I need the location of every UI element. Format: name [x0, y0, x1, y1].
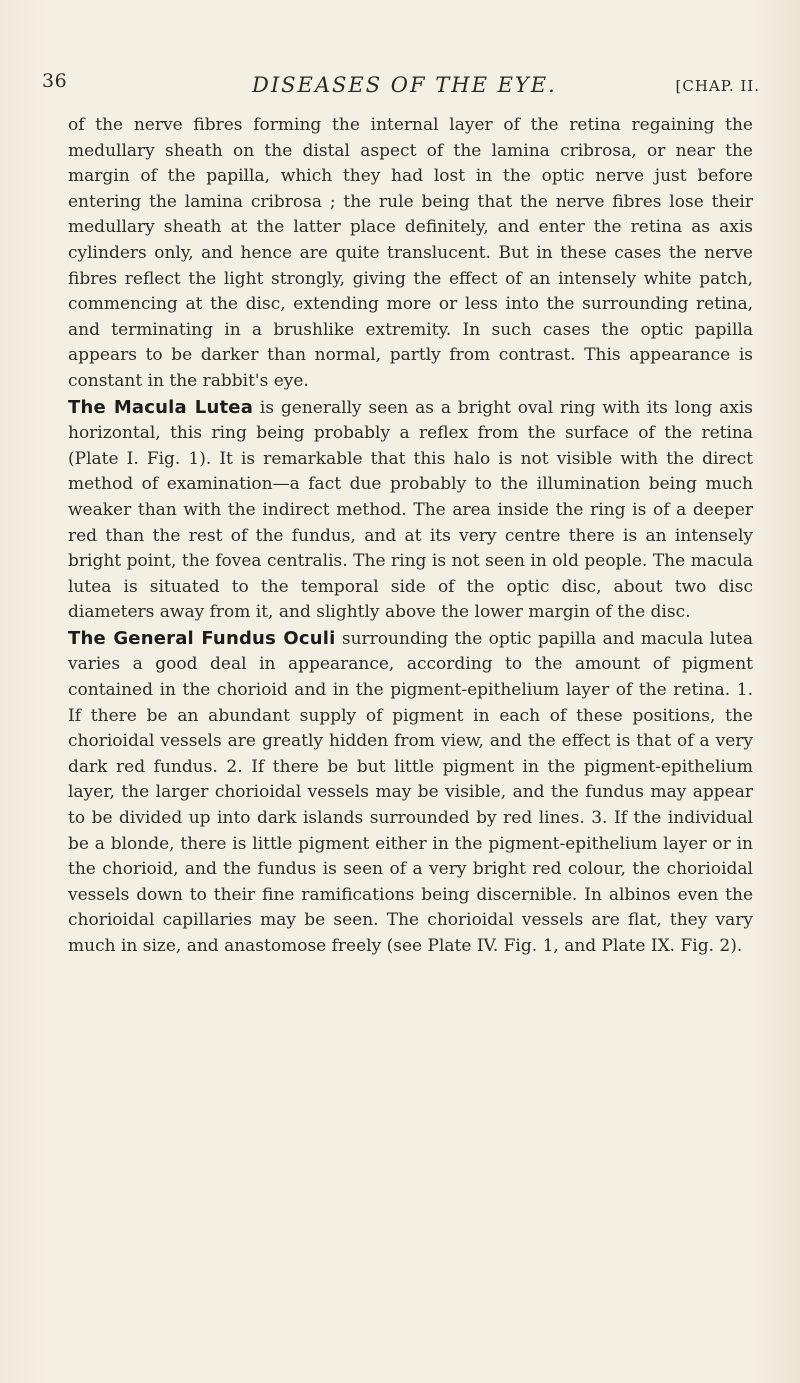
paragraph-text: surrounding the optic papilla and macula lutea varies a good deal in appearance, according to the amount of pigment contained in the chorioid and in the pigment-epithelium layer of the retina. 1. If there be an abundant supply of pigment in each of these positions, the chorioidal vessels are greatly hidden from view, and the effect is that of a very dark red fundus. 2. If there be but little pigment in the pigment-epithelium layer, the larger chorioidal vessels may be visible, and the fundus may appear to be divided up into dark islands surrounded by red lines. 3. If the individual be a blonde, there is little pigment either in the pigment-epithelium layer or in the chorioid, and the fundus is seen of a very bright red colour, the chorioidal vessels down to their fine ramifications being discernible. In albinos even the chorioidal capillaries may be seen. The chorioidal vessels are flat, they vary much in size, and anastomose freely (see Plate IV. Fig. 1, and Plate IX. Fig. 2). [68, 628, 753, 956]
page-number: 36 [42, 70, 68, 92]
paragraph-text: of the nerve fibres forming the internal layer of the retina regaining the medullary sheath on the distal aspect of the lamina cribrosa, or near the margin of the papilla, which they had lost in the optic nerve just before entering the lamina cribrosa ; the rule being that the nerve fibres lose their medullary sheath at the latter place definitely, and enter the retina as axis cylinders only, and hence are quite translucent. But in these cases the nerve fibres reflect the light strongly, giving the effect of an intensely white patch, commencing at the disc, extending more or less into the surrounding retina, and terminating in a brushlike extremity. In such cases the optic papilla appears to be darker than normal, partly from contrast. This appearance is constant in the rabbit's eye. [68, 115, 753, 391]
paragraph-nerve-fibres [68, 113, 753, 395]
paragraph-text: is generally seen as a bright oval ring with its long axis horizontal, this ring being probably a reflex from the surface of the retina (Plate I. Fig. 1). It is remarkable that this halo is not visible with the direct method of examination—a fact due probably to the illumination being much weaker than with the indirect method. The area inside the ring is of a deeper red than the rest of the fundus, and at its very centre there is an intensely bright point, the fovea centralis. The ring is not seen in old people. The macula lutea is situated to the temporal side of the optic disc, about two disc diameters away from it, and slightly above the lower margin of the disc. [68, 397, 753, 623]
body-text [68, 113, 753, 960]
section-heading-general-fundus: The General Fundus Oculi [68, 627, 336, 649]
paragraph-macula-lutea [68, 395, 753, 626]
section-heading-macula-lutea: The Macula Lutea [68, 396, 254, 418]
page-header [38, 70, 762, 100]
running-title: DISEASES OF THE EYE. [252, 73, 557, 97]
chapter-label: [CHAP. II. [675, 77, 760, 95]
paragraph-general-fundus [68, 626, 753, 960]
